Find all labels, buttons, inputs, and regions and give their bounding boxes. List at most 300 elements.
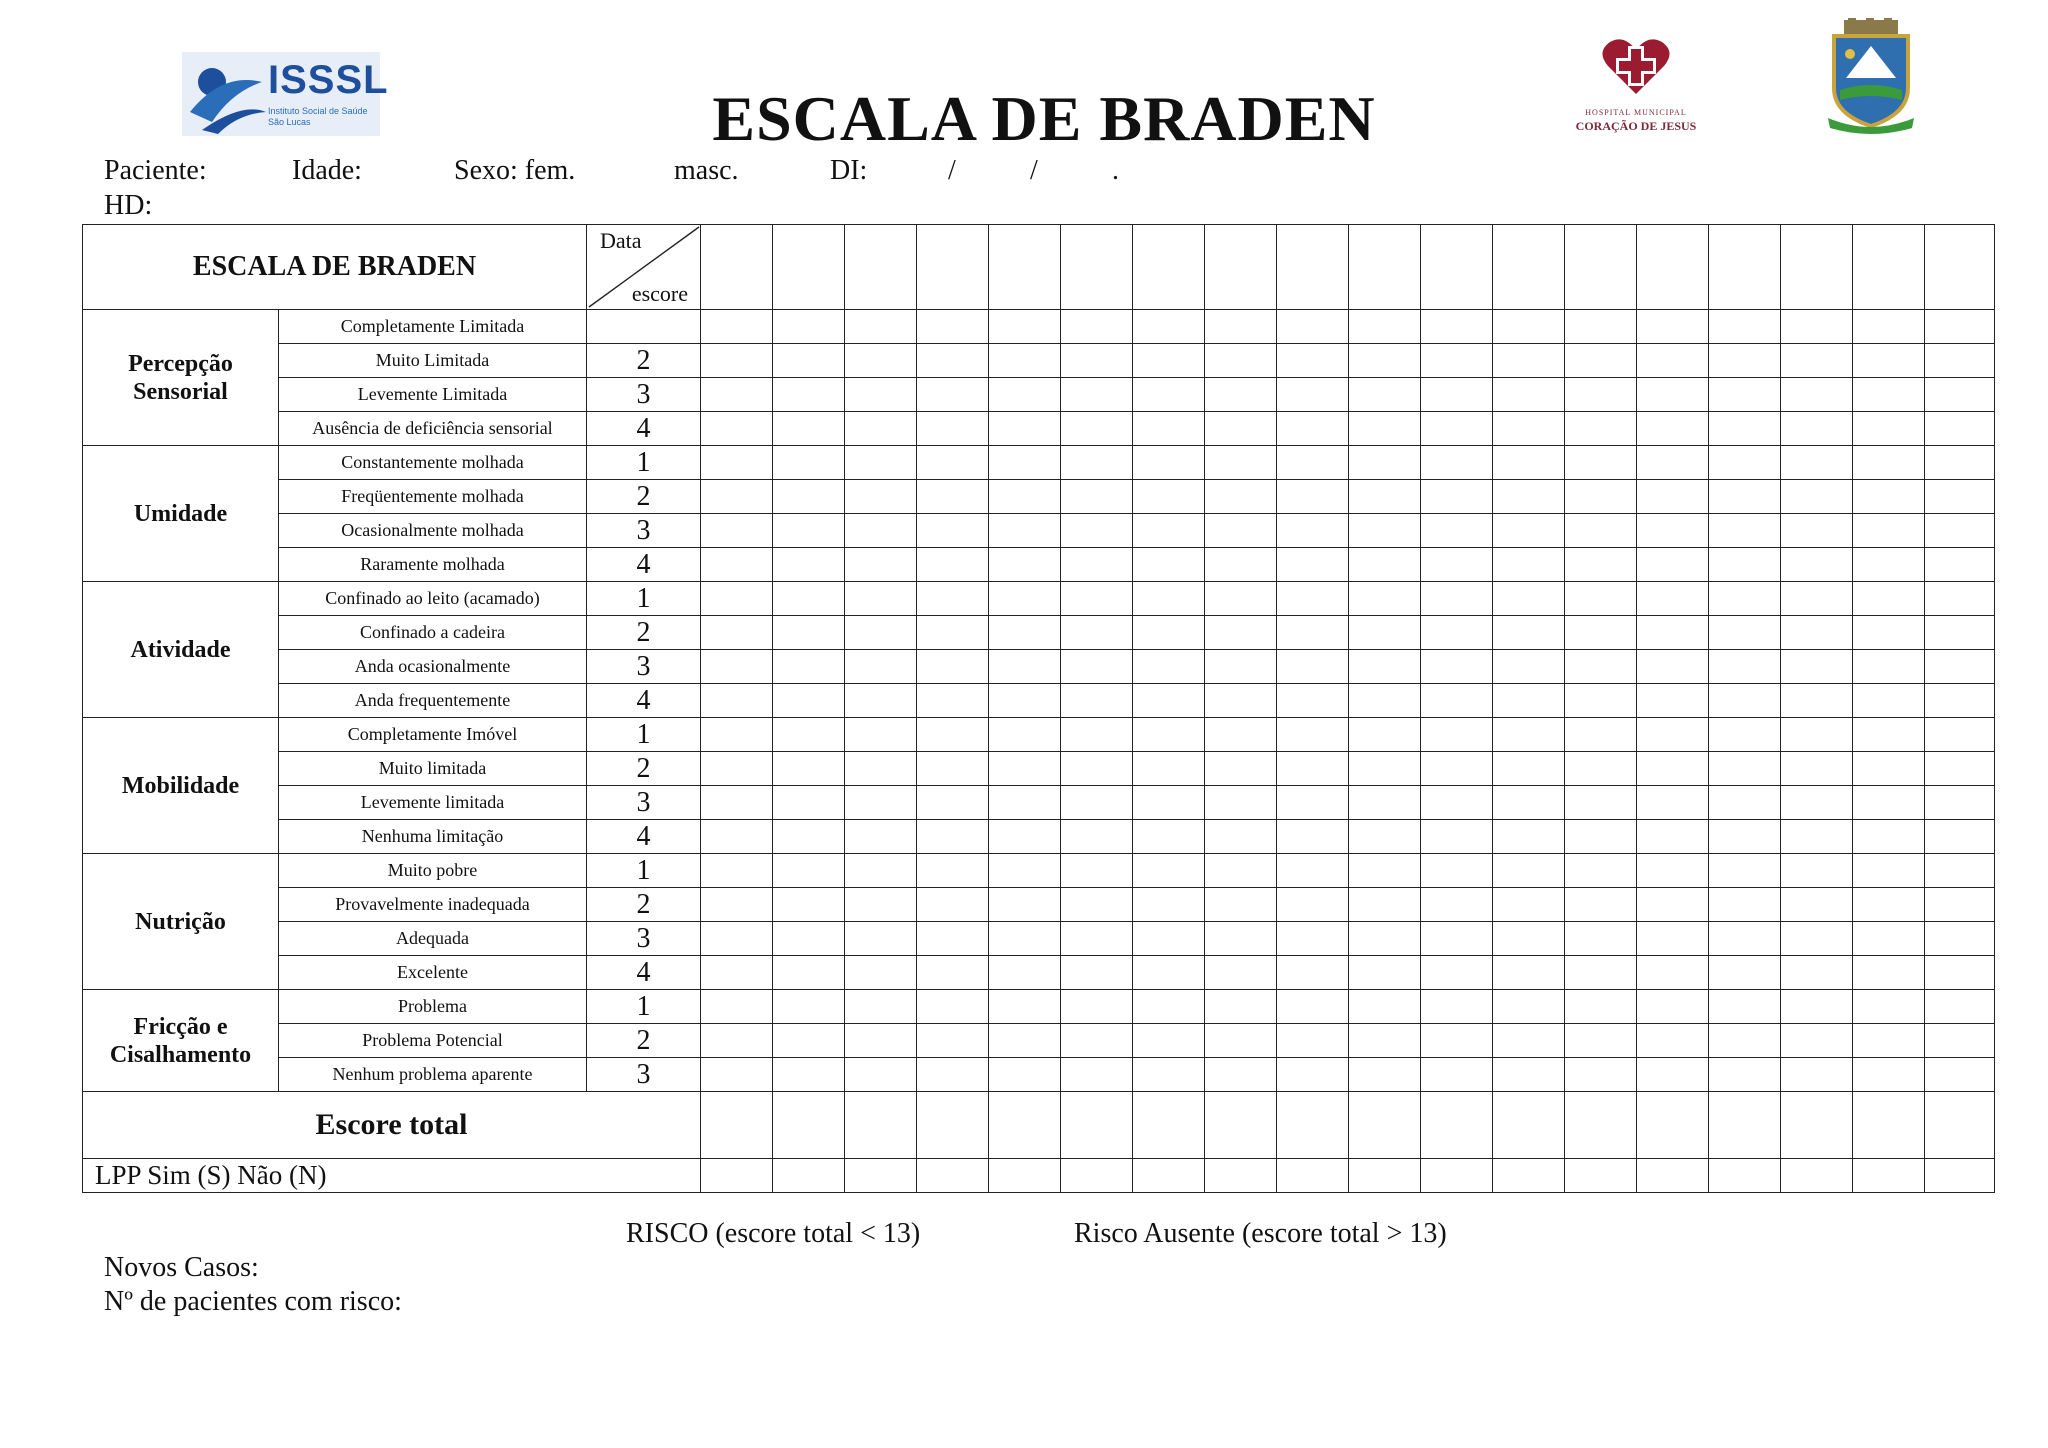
score-entry-cell[interactable] <box>989 854 1061 888</box>
score-entry-cell[interactable] <box>917 854 989 888</box>
score-entry-cell[interactable] <box>1277 378 1349 412</box>
score-entry-cell[interactable] <box>1061 752 1133 786</box>
score-entry-cell[interactable] <box>845 922 917 956</box>
score-entry-cell[interactable] <box>1205 446 1277 480</box>
score-entry-cell[interactable] <box>1061 514 1133 548</box>
score-entry-cell[interactable] <box>989 752 1061 786</box>
score-entry-cell[interactable] <box>1565 922 1637 956</box>
score-entry-cell[interactable] <box>1421 650 1493 684</box>
score-entry-cell[interactable] <box>1205 786 1277 820</box>
score-entry-cell[interactable] <box>1061 582 1133 616</box>
score-entry-cell[interactable] <box>1565 684 1637 718</box>
score-entry-cell[interactable] <box>701 956 773 990</box>
score-entry-cell[interactable] <box>1061 922 1133 956</box>
header-date-cell[interactable] <box>701 225 773 310</box>
score-entry-cell[interactable] <box>1349 344 1421 378</box>
score-entry-cell[interactable] <box>1925 412 1995 446</box>
total-entry-cell[interactable] <box>1781 1092 1853 1159</box>
score-entry-cell[interactable] <box>773 412 845 446</box>
score-entry-cell[interactable] <box>1277 888 1349 922</box>
score-entry-cell[interactable] <box>917 718 989 752</box>
score-entry-cell[interactable] <box>1493 752 1565 786</box>
score-entry-cell[interactable] <box>1421 378 1493 412</box>
score-entry-cell[interactable] <box>701 514 773 548</box>
score-entry-cell[interactable] <box>1709 956 1781 990</box>
score-entry-cell[interactable] <box>773 310 845 344</box>
score-entry-cell[interactable] <box>1061 412 1133 446</box>
score-entry-cell[interactable] <box>701 548 773 582</box>
score-entry-cell[interactable] <box>1925 548 1995 582</box>
lpp-entry-cell[interactable] <box>1565 1159 1637 1193</box>
score-entry-cell[interactable] <box>1205 582 1277 616</box>
score-entry-cell[interactable] <box>1781 956 1853 990</box>
total-entry-cell[interactable] <box>773 1092 845 1159</box>
score-entry-cell[interactable] <box>1925 378 1995 412</box>
score-entry-cell[interactable] <box>1637 310 1709 344</box>
score-entry-cell[interactable] <box>1133 1058 1205 1092</box>
score-entry-cell[interactable] <box>773 1024 845 1058</box>
score-entry-cell[interactable] <box>1421 1058 1493 1092</box>
score-entry-cell[interactable] <box>1925 344 1995 378</box>
score-entry-cell[interactable] <box>1709 1024 1781 1058</box>
score-entry-cell[interactable] <box>989 718 1061 752</box>
score-entry-cell[interactable] <box>701 582 773 616</box>
score-entry-cell[interactable] <box>773 752 845 786</box>
score-entry-cell[interactable] <box>1277 922 1349 956</box>
score-entry-cell[interactable] <box>1205 344 1277 378</box>
score-entry-cell[interactable] <box>1277 344 1349 378</box>
score-entry-cell[interactable] <box>1277 1024 1349 1058</box>
lpp-entry-cell[interactable] <box>1925 1159 1995 1193</box>
score-entry-cell[interactable] <box>1349 446 1421 480</box>
score-entry-cell[interactable] <box>1349 922 1421 956</box>
score-entry-cell[interactable] <box>773 888 845 922</box>
score-entry-cell[interactable] <box>773 956 845 990</box>
score-entry-cell[interactable] <box>1349 888 1421 922</box>
score-entry-cell[interactable] <box>1061 548 1133 582</box>
score-entry-cell[interactable] <box>1205 956 1277 990</box>
score-entry-cell[interactable] <box>773 616 845 650</box>
score-entry-cell[interactable] <box>1205 820 1277 854</box>
score-entry-cell[interactable] <box>1709 378 1781 412</box>
score-entry-cell[interactable] <box>1709 548 1781 582</box>
score-entry-cell[interactable] <box>1565 548 1637 582</box>
score-entry-cell[interactable] <box>1709 412 1781 446</box>
score-entry-cell[interactable] <box>845 378 917 412</box>
score-entry-cell[interactable] <box>1637 922 1709 956</box>
score-entry-cell[interactable] <box>989 786 1061 820</box>
score-entry-cell[interactable] <box>1133 990 1205 1024</box>
score-entry-cell[interactable] <box>1493 514 1565 548</box>
score-entry-cell[interactable] <box>1205 514 1277 548</box>
score-entry-cell[interactable] <box>845 786 917 820</box>
score-entry-cell[interactable] <box>917 922 989 956</box>
score-entry-cell[interactable] <box>845 752 917 786</box>
score-entry-cell[interactable] <box>1709 854 1781 888</box>
score-entry-cell[interactable] <box>1493 1024 1565 1058</box>
score-entry-cell[interactable] <box>1925 854 1995 888</box>
score-entry-cell[interactable] <box>1853 344 1925 378</box>
score-entry-cell[interactable] <box>1205 378 1277 412</box>
score-entry-cell[interactable] <box>1853 888 1925 922</box>
score-entry-cell[interactable] <box>1277 480 1349 514</box>
score-entry-cell[interactable] <box>989 378 1061 412</box>
score-entry-cell[interactable] <box>1133 956 1205 990</box>
score-entry-cell[interactable] <box>1637 514 1709 548</box>
score-entry-cell[interactable] <box>701 888 773 922</box>
score-entry-cell[interactable] <box>1781 1024 1853 1058</box>
score-entry-cell[interactable] <box>1421 344 1493 378</box>
score-entry-cell[interactable] <box>1349 548 1421 582</box>
score-entry-cell[interactable] <box>917 990 989 1024</box>
score-entry-cell[interactable] <box>845 446 917 480</box>
score-entry-cell[interactable] <box>1637 446 1709 480</box>
score-entry-cell[interactable] <box>701 786 773 820</box>
score-entry-cell[interactable] <box>1709 480 1781 514</box>
lpp-entry-cell[interactable] <box>701 1159 773 1193</box>
header-date-cell[interactable] <box>1781 225 1853 310</box>
score-entry-cell[interactable] <box>917 1024 989 1058</box>
score-entry-cell[interactable] <box>1781 820 1853 854</box>
score-entry-cell[interactable] <box>989 582 1061 616</box>
score-entry-cell[interactable] <box>989 1058 1061 1092</box>
score-entry-cell[interactable] <box>917 650 989 684</box>
score-entry-cell[interactable] <box>1349 582 1421 616</box>
score-entry-cell[interactable] <box>1925 582 1995 616</box>
score-entry-cell[interactable] <box>1349 718 1421 752</box>
score-entry-cell[interactable] <box>1925 922 1995 956</box>
score-entry-cell[interactable] <box>1493 582 1565 616</box>
score-entry-cell[interactable] <box>845 956 917 990</box>
score-entry-cell[interactable] <box>1637 888 1709 922</box>
score-entry-cell[interactable] <box>1565 480 1637 514</box>
score-entry-cell[interactable] <box>989 344 1061 378</box>
score-entry-cell[interactable] <box>917 514 989 548</box>
score-entry-cell[interactable] <box>1133 616 1205 650</box>
lpp-entry-cell[interactable] <box>1205 1159 1277 1193</box>
score-entry-cell[interactable] <box>1781 922 1853 956</box>
score-entry-cell[interactable] <box>1565 752 1637 786</box>
header-date-cell[interactable] <box>1925 225 1995 310</box>
score-entry-cell[interactable] <box>917 310 989 344</box>
score-entry-cell[interactable] <box>1421 854 1493 888</box>
score-entry-cell[interactable] <box>1637 854 1709 888</box>
score-entry-cell[interactable] <box>1853 854 1925 888</box>
score-entry-cell[interactable] <box>845 854 917 888</box>
score-entry-cell[interactable] <box>917 1058 989 1092</box>
score-entry-cell[interactable] <box>1205 854 1277 888</box>
score-entry-cell[interactable] <box>1133 820 1205 854</box>
score-entry-cell[interactable] <box>1709 1058 1781 1092</box>
header-date-cell[interactable] <box>989 225 1061 310</box>
lpp-entry-cell[interactable] <box>845 1159 917 1193</box>
score-entry-cell[interactable] <box>773 650 845 684</box>
score-entry-cell[interactable] <box>1709 582 1781 616</box>
score-entry-cell[interactable] <box>1133 548 1205 582</box>
score-entry-cell[interactable] <box>1781 1058 1853 1092</box>
score-entry-cell[interactable] <box>1349 990 1421 1024</box>
score-entry-cell[interactable] <box>773 582 845 616</box>
score-entry-cell[interactable] <box>773 684 845 718</box>
score-entry-cell[interactable] <box>917 582 989 616</box>
score-entry-cell[interactable] <box>1853 446 1925 480</box>
score-entry-cell[interactable] <box>1853 548 1925 582</box>
score-entry-cell[interactable] <box>701 854 773 888</box>
score-entry-cell[interactable] <box>1349 378 1421 412</box>
score-entry-cell[interactable] <box>917 684 989 718</box>
score-entry-cell[interactable] <box>1421 990 1493 1024</box>
score-entry-cell[interactable] <box>1565 718 1637 752</box>
total-entry-cell[interactable] <box>1565 1092 1637 1159</box>
score-entry-cell[interactable] <box>1349 684 1421 718</box>
score-entry-cell[interactable] <box>1637 650 1709 684</box>
score-entry-cell[interactable] <box>773 378 845 412</box>
score-entry-cell[interactable] <box>1781 548 1853 582</box>
score-entry-cell[interactable] <box>1925 1058 1995 1092</box>
score-entry-cell[interactable] <box>773 514 845 548</box>
score-entry-cell[interactable] <box>1853 684 1925 718</box>
score-entry-cell[interactable] <box>1133 786 1205 820</box>
score-entry-cell[interactable] <box>1061 344 1133 378</box>
score-entry-cell[interactable] <box>1781 854 1853 888</box>
score-entry-cell[interactable] <box>1637 548 1709 582</box>
score-entry-cell[interactable] <box>1565 1024 1637 1058</box>
score-entry-cell[interactable] <box>1709 990 1781 1024</box>
score-entry-cell[interactable] <box>1637 786 1709 820</box>
score-entry-cell[interactable] <box>1133 888 1205 922</box>
score-entry-cell[interactable] <box>701 310 773 344</box>
score-entry-cell[interactable] <box>1565 990 1637 1024</box>
score-entry-cell[interactable] <box>1493 956 1565 990</box>
score-entry-cell[interactable] <box>1421 514 1493 548</box>
score-entry-cell[interactable] <box>1421 684 1493 718</box>
score-entry-cell[interactable] <box>1061 820 1133 854</box>
score-entry-cell[interactable] <box>1421 412 1493 446</box>
score-entry-cell[interactable] <box>1061 650 1133 684</box>
score-entry-cell[interactable] <box>1133 922 1205 956</box>
score-entry-cell[interactable] <box>1349 1058 1421 1092</box>
score-entry-cell[interactable] <box>1421 582 1493 616</box>
score-entry-cell[interactable] <box>1205 412 1277 446</box>
score-entry-cell[interactable] <box>1421 820 1493 854</box>
score-entry-cell[interactable] <box>1133 514 1205 548</box>
score-entry-cell[interactable] <box>1061 310 1133 344</box>
score-entry-cell[interactable] <box>989 1024 1061 1058</box>
lpp-entry-cell[interactable] <box>1493 1159 1565 1193</box>
score-entry-cell[interactable] <box>1565 616 1637 650</box>
score-entry-cell[interactable] <box>701 344 773 378</box>
score-entry-cell[interactable] <box>1133 344 1205 378</box>
score-entry-cell[interactable] <box>1637 378 1709 412</box>
score-entry-cell[interactable] <box>1133 480 1205 514</box>
score-entry-cell[interactable] <box>1637 582 1709 616</box>
score-entry-cell[interactable] <box>1133 1024 1205 1058</box>
score-entry-cell[interactable] <box>773 344 845 378</box>
score-entry-cell[interactable] <box>1493 480 1565 514</box>
score-entry-cell[interactable] <box>1133 718 1205 752</box>
score-entry-cell[interactable] <box>1853 956 1925 990</box>
score-entry-cell[interactable] <box>1925 1024 1995 1058</box>
score-entry-cell[interactable] <box>1781 990 1853 1024</box>
total-entry-cell[interactable] <box>1493 1092 1565 1159</box>
score-entry-cell[interactable] <box>845 820 917 854</box>
score-entry-cell[interactable] <box>1781 480 1853 514</box>
score-entry-cell[interactable] <box>701 650 773 684</box>
score-entry-cell[interactable] <box>1349 480 1421 514</box>
score-entry-cell[interactable] <box>1781 650 1853 684</box>
score-entry-cell[interactable] <box>1493 378 1565 412</box>
score-entry-cell[interactable] <box>1493 888 1565 922</box>
score-entry-cell[interactable] <box>845 888 917 922</box>
score-entry-cell[interactable] <box>1637 684 1709 718</box>
score-entry-cell[interactable] <box>1709 616 1781 650</box>
score-entry-cell[interactable] <box>773 446 845 480</box>
header-date-cell[interactable] <box>845 225 917 310</box>
score-entry-cell[interactable] <box>917 820 989 854</box>
score-entry-cell[interactable] <box>1277 446 1349 480</box>
score-entry-cell[interactable] <box>1421 616 1493 650</box>
lpp-entry-cell[interactable] <box>1133 1159 1205 1193</box>
score-entry-cell[interactable] <box>989 412 1061 446</box>
score-entry-cell[interactable] <box>701 990 773 1024</box>
lpp-entry-cell[interactable] <box>1781 1159 1853 1193</box>
score-entry-cell[interactable] <box>1421 1024 1493 1058</box>
score-entry-cell[interactable] <box>845 718 917 752</box>
total-entry-cell[interactable] <box>1277 1092 1349 1159</box>
score-entry-cell[interactable] <box>1421 480 1493 514</box>
score-entry-cell[interactable] <box>1853 786 1925 820</box>
score-entry-cell[interactable] <box>1637 820 1709 854</box>
lpp-entry-cell[interactable] <box>1349 1159 1421 1193</box>
score-entry-cell[interactable] <box>1061 718 1133 752</box>
score-entry-cell[interactable] <box>1349 786 1421 820</box>
score-entry-cell[interactable] <box>1853 718 1925 752</box>
score-entry-cell[interactable] <box>1421 310 1493 344</box>
score-entry-cell[interactable] <box>1349 310 1421 344</box>
score-entry-cell[interactable] <box>1133 412 1205 446</box>
score-entry-cell[interactable] <box>1205 616 1277 650</box>
score-entry-cell[interactable] <box>845 514 917 548</box>
lpp-entry-cell[interactable] <box>1277 1159 1349 1193</box>
score-entry-cell[interactable] <box>1277 412 1349 446</box>
score-entry-cell[interactable] <box>1277 616 1349 650</box>
score-entry-cell[interactable] <box>1061 1024 1133 1058</box>
score-entry-cell[interactable] <box>1853 480 1925 514</box>
score-entry-cell[interactable] <box>1205 684 1277 718</box>
score-entry-cell[interactable] <box>989 650 1061 684</box>
total-entry-cell[interactable] <box>1205 1092 1277 1159</box>
score-entry-cell[interactable] <box>1349 412 1421 446</box>
lpp-entry-cell[interactable] <box>773 1159 845 1193</box>
score-entry-cell[interactable] <box>989 820 1061 854</box>
score-entry-cell[interactable] <box>1493 820 1565 854</box>
score-entry-cell[interactable] <box>1565 820 1637 854</box>
score-entry-cell[interactable] <box>989 684 1061 718</box>
score-entry-cell[interactable] <box>1277 820 1349 854</box>
total-entry-cell[interactable] <box>989 1092 1061 1159</box>
score-entry-cell[interactable] <box>1565 650 1637 684</box>
score-entry-cell[interactable] <box>1493 854 1565 888</box>
score-entry-cell[interactable] <box>1061 1058 1133 1092</box>
total-entry-cell[interactable] <box>1421 1092 1493 1159</box>
score-entry-cell[interactable] <box>1925 446 1995 480</box>
score-entry-cell[interactable] <box>1781 752 1853 786</box>
score-entry-cell[interactable] <box>1421 922 1493 956</box>
score-entry-cell[interactable] <box>773 786 845 820</box>
header-date-cell[interactable] <box>1565 225 1637 310</box>
score-entry-cell[interactable] <box>1205 1058 1277 1092</box>
total-entry-cell[interactable] <box>1925 1092 1995 1159</box>
score-entry-cell[interactable] <box>1205 548 1277 582</box>
score-entry-cell[interactable] <box>1277 752 1349 786</box>
score-entry-cell[interactable] <box>1061 378 1133 412</box>
score-entry-cell[interactable] <box>1493 310 1565 344</box>
score-entry-cell[interactable] <box>1133 684 1205 718</box>
score-entry-cell[interactable] <box>1853 650 1925 684</box>
score-entry-cell[interactable] <box>1349 956 1421 990</box>
score-entry-cell[interactable] <box>1349 650 1421 684</box>
score-entry-cell[interactable] <box>773 480 845 514</box>
score-entry-cell[interactable] <box>1205 752 1277 786</box>
score-entry-cell[interactable] <box>989 922 1061 956</box>
score-entry-cell[interactable] <box>1205 990 1277 1024</box>
score-entry-cell[interactable] <box>989 514 1061 548</box>
score-entry-cell[interactable] <box>1637 412 1709 446</box>
score-entry-cell[interactable] <box>1925 990 1995 1024</box>
score-entry-cell[interactable] <box>1709 786 1781 820</box>
score-entry-cell[interactable] <box>1133 310 1205 344</box>
score-entry-cell[interactable] <box>1133 446 1205 480</box>
score-entry-cell[interactable] <box>1925 480 1995 514</box>
header-date-cell[interactable] <box>1637 225 1709 310</box>
score-entry-cell[interactable] <box>1925 650 1995 684</box>
score-entry-cell[interactable] <box>1637 956 1709 990</box>
score-entry-cell[interactable] <box>1565 1058 1637 1092</box>
score-entry-cell[interactable] <box>845 650 917 684</box>
score-entry-cell[interactable] <box>1349 1024 1421 1058</box>
score-entry-cell[interactable] <box>1493 548 1565 582</box>
score-entry-cell[interactable] <box>1565 310 1637 344</box>
score-entry-cell[interactable] <box>1277 310 1349 344</box>
score-entry-cell[interactable] <box>1637 616 1709 650</box>
score-entry-cell[interactable] <box>1205 480 1277 514</box>
score-entry-cell[interactable] <box>1349 820 1421 854</box>
score-entry-cell[interactable] <box>701 1058 773 1092</box>
header-date-cell[interactable] <box>1133 225 1205 310</box>
score-entry-cell[interactable] <box>1565 412 1637 446</box>
header-date-cell[interactable] <box>1853 225 1925 310</box>
score-entry-cell[interactable] <box>1781 310 1853 344</box>
score-entry-cell[interactable] <box>1493 684 1565 718</box>
score-entry-cell[interactable] <box>1637 344 1709 378</box>
lpp-entry-cell[interactable] <box>1853 1159 1925 1193</box>
score-entry-cell[interactable] <box>1205 310 1277 344</box>
header-date-cell[interactable] <box>1493 225 1565 310</box>
score-entry-cell[interactable] <box>1709 514 1781 548</box>
score-entry-cell[interactable] <box>845 412 917 446</box>
score-entry-cell[interactable] <box>1637 1024 1709 1058</box>
score-entry-cell[interactable] <box>1853 582 1925 616</box>
header-date-cell[interactable] <box>1277 225 1349 310</box>
score-entry-cell[interactable] <box>773 922 845 956</box>
score-entry-cell[interactable] <box>917 888 989 922</box>
score-entry-cell[interactable] <box>1061 956 1133 990</box>
score-entry-cell[interactable] <box>701 1024 773 1058</box>
score-entry-cell[interactable] <box>701 752 773 786</box>
total-entry-cell[interactable] <box>1133 1092 1205 1159</box>
score-entry-cell[interactable] <box>1781 446 1853 480</box>
score-entry-cell[interactable] <box>1925 514 1995 548</box>
